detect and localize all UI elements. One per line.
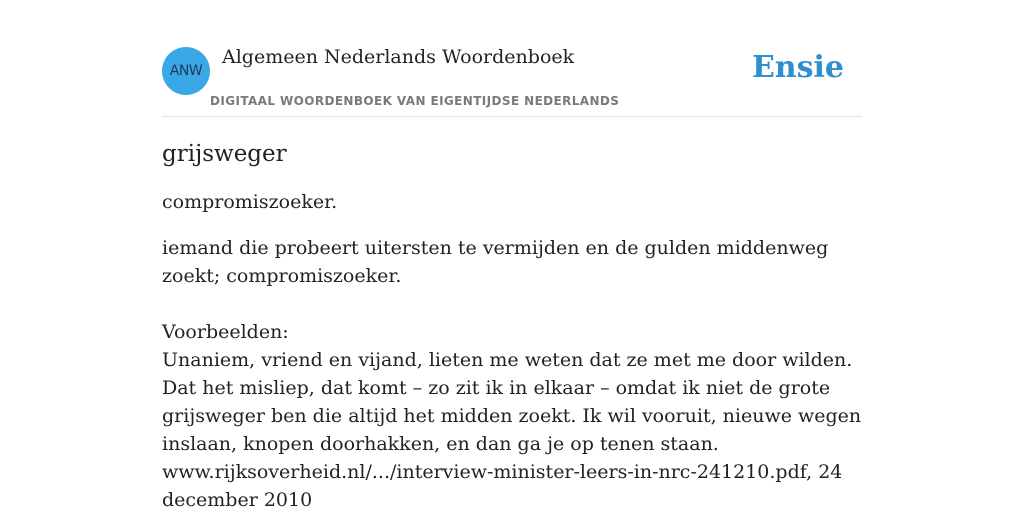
definition: iemand die probeert uitersten te vermijden en de gulden middenweg zoekt; compromiszoeker. [162,237,829,287]
anw-logo[interactable]: ANW [162,47,210,95]
header [162,40,862,117]
dictionary-title[interactable]: Algemeen Nederlands Woordenboek [222,46,575,68]
example-source-link[interactable]: www.rijksoverheid.nl/.../interview-minister-leers-in-nrc-241210.pdf, 24 december 2010 [162,461,843,511]
page-title: grijsweger [162,141,287,167]
example-text: Unaniem, vriend en vijand, lieten me weten dat ze met me door wilden. Dat het misliep, dat komt – zo zit ik in elkaar – omdat ik niet de grote grijsweger ben die altijd het midden zoekt. Ik wil vooruit, nieuwe wegen inslaan, knopen doorhakken, en dan ga je op tenen staan. [162,349,862,455]
examples-label: Voorbeelden: [162,321,289,343]
entry-content [162,136,866,512]
ensie-logo[interactable]: Ensie [751,50,844,85]
short-definition: compromiszoeker. [162,191,338,213]
dictionary-subtitle: DIGITAAL WOORDENBOEK VAN EIGENTIJDSE NEDERLANDS [210,94,620,108]
